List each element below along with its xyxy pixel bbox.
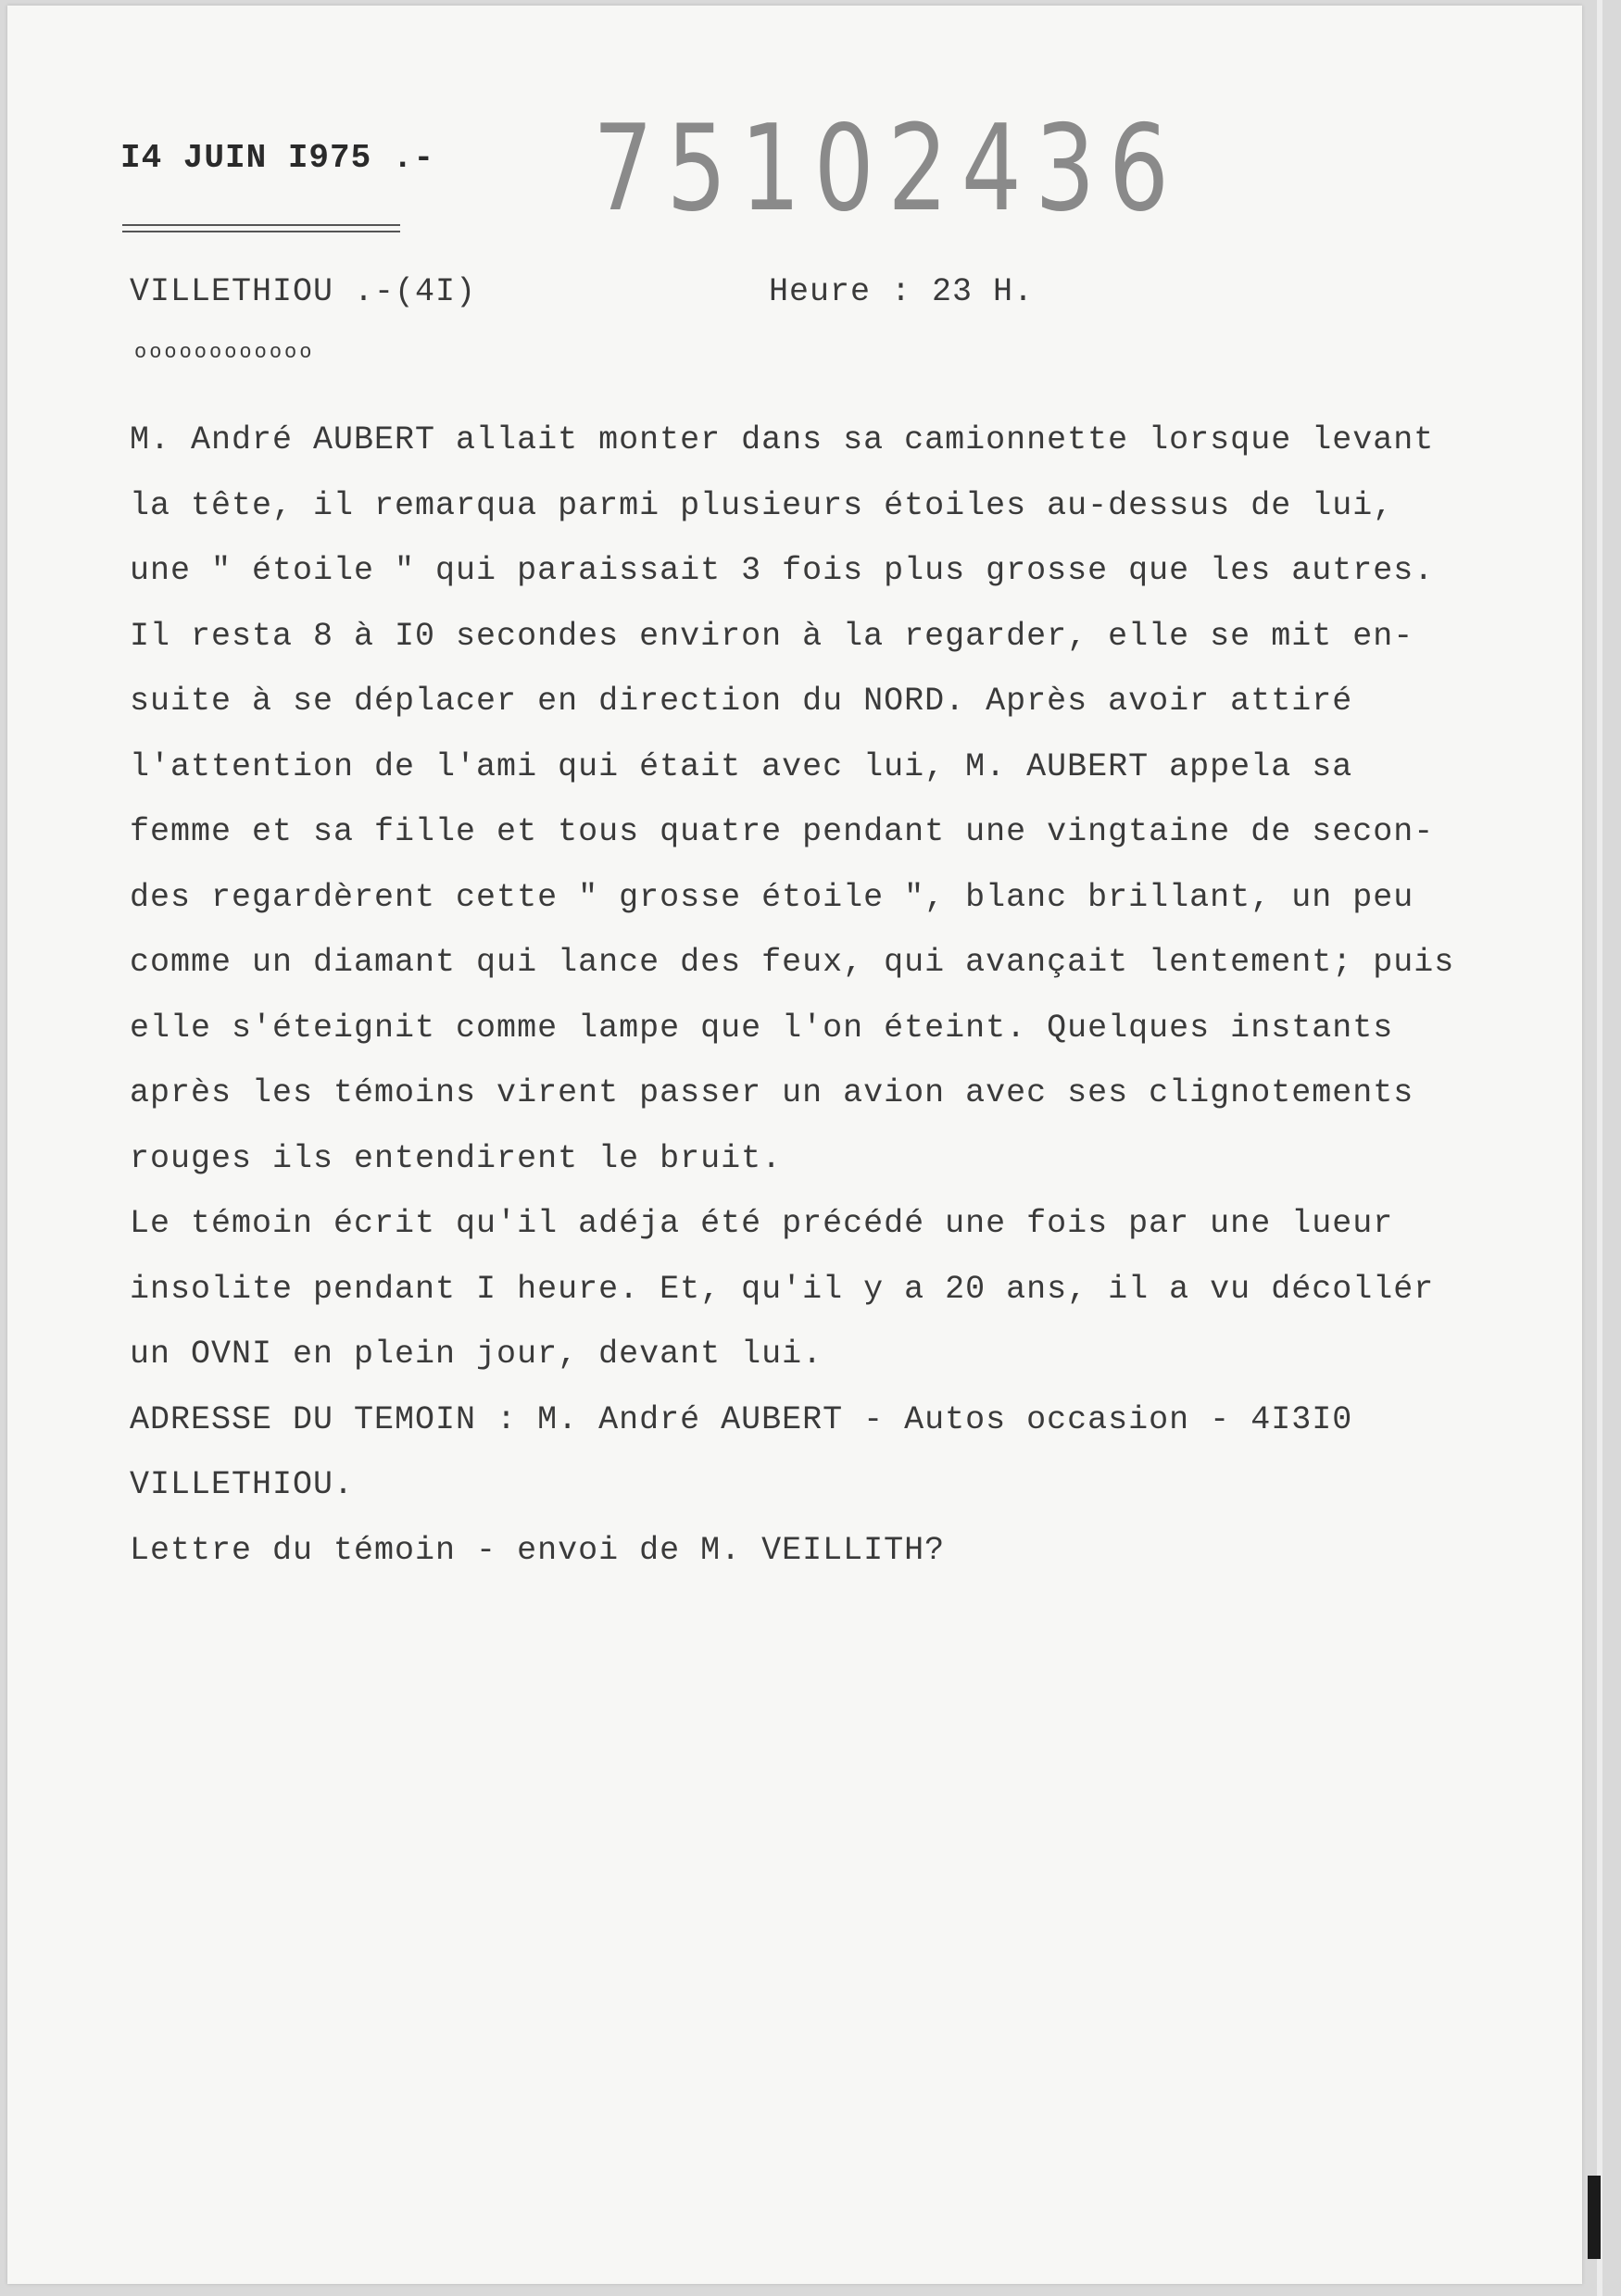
body-line: insolite pendant I heure. Et, qu'il y a 20 ans, il a vu décollér: [130, 1270, 1435, 1308]
scan-corner-mark: [1588, 2176, 1601, 2259]
report-date: I4 JUIN I975 .-: [120, 139, 435, 177]
report-location: VILLETHIOU .-(4I): [130, 273, 477, 310]
page-edge: [1597, 0, 1602, 2296]
body-line: l'attention de l'ami qui était avec lui, M. AUBERT appela sa: [130, 747, 1353, 785]
body-line: comme un diamant qui lance des feux, qui avançait lentement; puis: [130, 944, 1455, 981]
report-hour: Heure : 23 H.: [769, 273, 1035, 310]
body-line: M. André AUBERT allait monter dans sa camionnette lorsque levant: [130, 421, 1435, 458]
letter-source: Lettre du témoin - envoi de M. VEILLITH?: [130, 1531, 946, 1569]
body-line: elle s'éteignit comme lampe que l'on éteint. Quelques instants: [130, 1009, 1394, 1047]
body-line: la tête, il remarqua parmi plusieurs étoiles au-dessus de lui,: [130, 486, 1394, 524]
body-line: après les témoins virent passer un avion avec ses clignotements: [130, 1074, 1414, 1111]
body-line: des regardèrent cette " grosse étoile ", blanc brillant, un peu: [130, 878, 1414, 916]
witness-address-town: VILLETHIOU.: [130, 1466, 355, 1503]
date-underline: [122, 224, 400, 232]
body-line: Il resta 8 à I0 secondes environ à la regarder, elle se mit en-: [130, 617, 1414, 655]
body-line: un OVNI en plein jour, devant lui.: [130, 1336, 823, 1373]
body-line: suite à se déplacer en direction du NORD. Après avoir attiré: [130, 683, 1353, 720]
body-line: Le témoin écrit qu'il adéja été précédé une fois par une lueur: [130, 1205, 1394, 1242]
separator-line: oooooooooooo: [134, 341, 315, 364]
reference-stamp: 75102436: [593, 100, 1183, 238]
witness-address: ADRESSE DU TEMOIN : M. André AUBERT - Autos occasion - 4I3I0: [130, 1400, 1353, 1438]
body-line: femme et sa fille et tous quatre pendant une vingtaine de secon-: [130, 813, 1435, 850]
body-line: rouges ils entendirent le bruit.: [130, 1139, 783, 1177]
body-line: une " étoile " qui paraissait 3 fois plus grosse que les autres.: [130, 552, 1435, 589]
report-body: [130, 408, 1556, 1583]
